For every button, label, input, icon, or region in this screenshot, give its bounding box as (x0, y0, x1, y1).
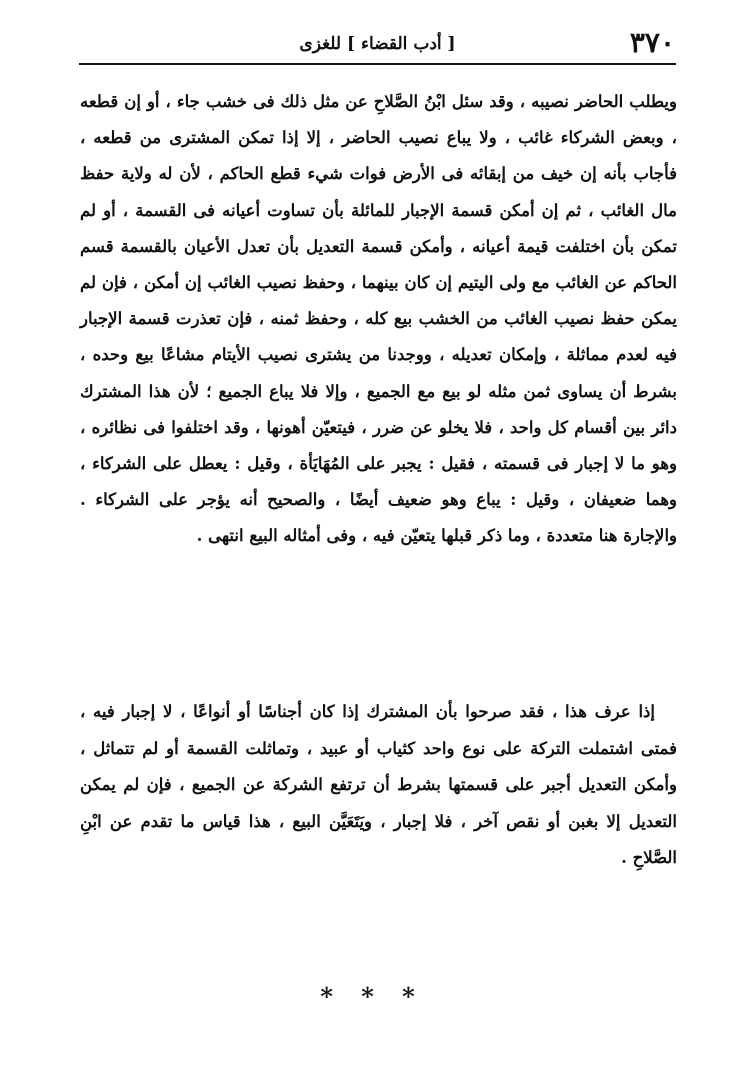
page-number: ٣٧٠ (629, 26, 675, 59)
header-rule (79, 63, 676, 65)
section-ornament: * * * (320, 982, 425, 1011)
body-paragraph-1: ويطلب الحاضر نصيبه ، وقد سئل ابْنُ الصَّلاحِ عن مثل ذلك فى خشب جاء ، أو إن قطعه ، وبعض الشركاء غائب ، ولا يباع نصيب الحاضر ، إلا إذا تمكن المشترى من قطعه ، فأجاب بأنه إن خيف من إبقائه فى الأرض فوات شيء قطع الحاكم ، لأن له ولاية حفظ مال الغائب ، ثم إن أمكن قسمة الإجبار للمائلة بأن تساوت أعيانه فى القسمة ، أو لم تمكن بأن اختلفت قيمة أعيانه ، وأمكن قسمة التعديل بأن تعدل الأعيان بالقسمة قسم الحاكم عن الغائب مع ولى اليتيم إن كان بينهما ، وحفظ نصيب الغائب إن أمكن ، فإن لم يمكن حفظ نصيب الغائب من الخشب بيع كله ، وحفظ ثمنه ، فإن تعذرت قسمة الإجبار فيه لعدم مماثلة ، وإمكان تعديله ، ووجدنا من يشترى نصيب الأيتام مشاعًا بيع وحده ، بشرط أن يساوى ثمن مثله لو بيع مع الجميع ، وإلا فلا يباع الجميع ؛ لأن هذا المشترك دائر بين أقسام كل واحد ، فلا يخلو عن ضرر ، فيتعيّن أهونها ، وقد اختلفوا فى نظائره ، وهو ما لا إجبار فى قسمته ، فقيل : يجبر على المُهَايَأة ، وقيل : يعطل على الشركاء ، وهما ضعيفان ، وقيل : يباع وهو ضعيف أيضًا ، والصحيح أنه يؤجر على الشركاء . والإجارة هنا متعددة ، وما ذكر قبلها يتعيّن فيه ، وفى أمثاله البيع انتهى . (80, 92, 677, 546)
running-title: [ أدب القضاء ] للغزى (299, 34, 456, 54)
body-paragraph-2: إذا عرف هذا ، فقد صرحوا بأن المشترك إذا كان أجناسًا أو أنواعًا ، لا إجبار فيه ، فمتى اشتملت التركة على نوع واحد كثياب أو عبيد ، وتماثلت القسمة أو لم تتماثل ، وأمكن التعديل أجبر على قسمتها بشرط أن ترتفع الشركة عن الجميع ، فإن لم يمكن التعديل إلا بغبن أو نقص آخر ، فلا إجبار ، ويَتَعَيَّن البيع ، هذا قياس ما تقدم عن ابْنِ الصَّلاحِ . (80, 702, 677, 867)
page-header (80, 24, 675, 64)
